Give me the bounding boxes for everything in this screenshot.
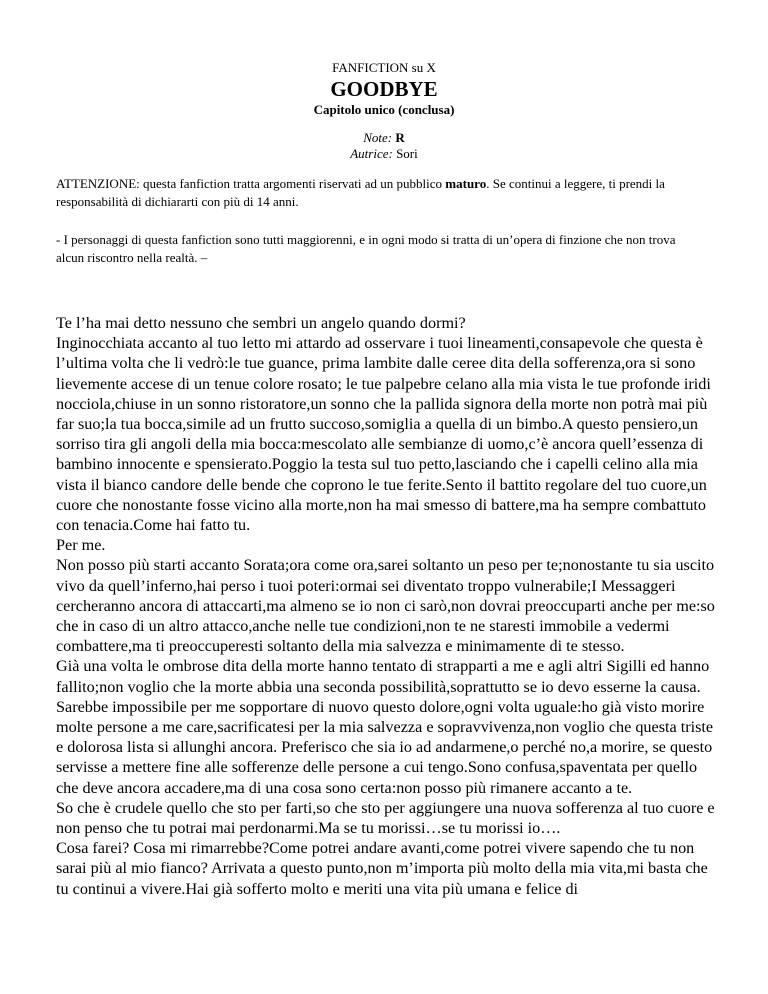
author-label: Autrice: — [350, 146, 393, 161]
story-paragraph: Per me. — [56, 536, 106, 555]
author-line — [0, 146, 768, 162]
rating-value: R — [395, 130, 405, 145]
story-metadata — [0, 130, 768, 162]
story-title: GOODBYE — [330, 77, 438, 101]
rating-line — [0, 130, 768, 146]
warning-text-end: . Se continui a leggere, ti prendi la responsabilità di dichiararti con più di 14 anni. — [56, 176, 665, 209]
story-paragraph: Sarebbe impossibile per me sopportare di nuovo questo dolore,ogni volta uguale:ho già visto morire molte persone a me care,sacrificatesi per la mia salvezza e sopravvivenza,non voglio che questa triste e dolorosa lista si allunghi ancora. Preferisco che sia io ad andarmene,o perché no,a morire, se questo servisse a mettere fine alle sofferenze delle persone a cui tengo.Sono confusa,spaventata per quello che deve ancora accadere,ma di una cosa sono certa:non posso più rimanere accanto a te. — [56, 697, 714, 797]
warning-text-start: ATTENZIONE: questa fanfiction tratta argomenti riservati ad un pubblico — [56, 176, 446, 191]
story-paragraph: So che è crudele quello che sto per farti,so che sto per aggiungere una nuova sofferenza al tuo cuore e non penso che tu potrai mai perdonarmi.Ma se tu morissi…se tu morissi io…. — [56, 798, 715, 838]
story-paragraph: Non posso più starti accanto Sorata;ora come ora,sarei soltanto un peso per te;nonostante tu sia uscito vivo da quell’inferno,hai perso i tuoi poteri:ormai sei diventato troppo vulnerabile;I Messaggeri cercheranno ancora di attaccarti,ma almeno se io non ci sarò,non dovrai preoccuparti anche per me:so che in caso di un altro attacco,anche nelle tue condizioni,non te ne staresti immobile a vedermi combattere,ma ti preoccuperesti soltanto della mia salvezza e minimamente di te stesso. — [56, 556, 715, 656]
fiction-disclaimer: - I personaggi di questa fanfiction sono tutti maggiorenni, e in ogni modo si tratta di un’opera di finzione che non trova alcun riscontro nella realtà. – — [56, 232, 676, 265]
document-header — [0, 60, 768, 162]
rating-label: Note: — [363, 130, 393, 145]
chapter-subtitle: Capitolo unico (conclusa) — [313, 102, 455, 117]
story-paragraph: Te l’ha mai detto nessuno che sembri un angelo quando dormi? — [56, 314, 466, 332]
story-paragraph: Già una volta le ombrose dita della morte hanno tentato di strapparti a me e agli altri Sigilli ed hanno fallito;non voglio che la morte abbia una seconda possibilità,soprattutto se io devo esserne la causa. — [56, 657, 710, 696]
maturity-warning — [56, 175, 706, 211]
story-body — [56, 313, 716, 899]
fandom-label: FANFICTION su X — [332, 60, 436, 75]
warning-bold-word: maturo — [445, 176, 487, 191]
author-name: Sori — [396, 146, 418, 161]
story-paragraph: Inginocchiata accanto al tuo letto mi attardo ad osservare i tuoi lineamenti,consapevole che questa è l’ultima volta che li vedrò:le tue guance, prima lambite dalle ceree dita della sofferenza,ora si sono lievemente accese di un tenue colore rosato; le tue palpebre celano alla mia vista le tue profonde iridi nocciola,chiuse in un sonno ristoratore,un sonno che la pallida signora della morte non potrà mai più far suo;la tua bocca,simile ad un frutto succoso,somiglia a quella di un bimbo.A questo pensiero,un sorriso tira gli angoli della mia bocca:mescolato alle sembianze di uomo,c’è ancora quell’essenza di bambino innocente e spensierato.Poggio la testa sul tuo petto,lasciando che i capelli celino alla mia vista il bianco candore delle bende che coprono le tue ferite.Sento il battito regolare del tuo cuore,un cuore che nonostante fosse vicino alla morte,non ha mai smesso di battere,ma ha sempre combattuto con tenacia.Come hai fatto tu. — [56, 334, 711, 535]
story-paragraph: Cosa farei? Cosa mi rimarrebbe?Come potrei andare avanti,come potrei vivere sapendo che tu non sarai più al mio fianco? Arrivata a questo punto,non m’importa più molto della mia vita,mi basta che tu continui a vivere.Hai già sofferto molto e meriti una vita più umana e felice di — [56, 839, 708, 898]
